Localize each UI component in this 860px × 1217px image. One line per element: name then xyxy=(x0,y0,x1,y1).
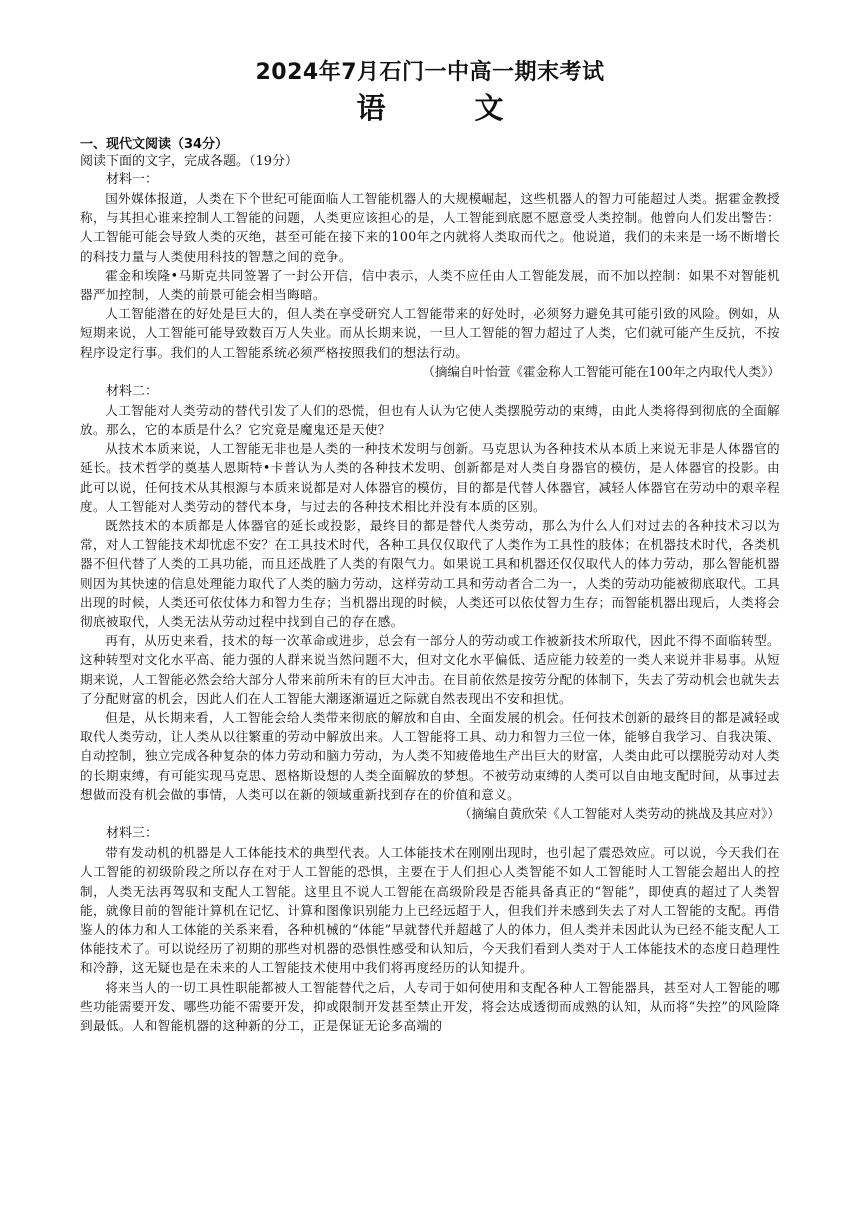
material-1-paragraph: 人工智能潜在的好处是巨大的，但人类在享受研究人工智能带来的好处时，必须努力避免其可能引致的风险。例如，从短期来说，人工智能可能导致数百万人失业。而从长期来说，一旦人工智能的智力超过了人类，它们就可能产生反抗，不按程序设定行事。我们的人工智能系统必须严格按照我们的想法行动。 xyxy=(80,306,780,360)
material-3-label: 材料三： xyxy=(106,826,159,842)
material-3-paragraph: 将来当人的一切工具性职能都被人工智能替代之后，人专司于如何使用和支配各种人工智能器具，甚至对人工智能的哪些功能需要开发、哪些功能不需要开发，抑或限制开发甚至禁止开发，将会达成透彻而成熟的认知，从而将“失控”的风险降到最低。人和智能机器的这种新的分工，正是保证无论多高端的 xyxy=(80,979,780,1033)
material-3-paragraph: 带有发动机的机器是人工体能技术的典型代表。人工体能技术在刚刚出现时，也引起了震恐效应。可以说，今天我们在人工智能的初级阶段之所以存在对于人工智能的恐惧，主要在于人们担心人类智能不如人工智能时人工智能会超出人的控制，人类无法再驾驭和支配人工智能。这里且不说人工智能在高级阶段是否能具备真正的“智能”，即使真的超过了人类智能，就像目前的智能计算机在记忆、计算和图像识别能力上已经远超于人，但我们并未感到失去了对人工智能的支配。再借鉴人的体力和人工体能的关系来看，各种机械的“体能”早就替代并超越了人的体力，但人类并未因此认为已经不能支配人工体能技术了。可以说经历了初期的那些对机器的恐惧性感受和认知后，今天我们看到人类对于人工体能技术的态度日趋理性和冷静，这无疑也是在未来的人工智能技术使用中我们将再度经历的认知提升。 xyxy=(80,845,780,976)
material-2-paragraph: 从技术本质来说，人工智能无非也是人类的一种技术发明与创新。马克思认为各种技术从本质上来说无非是人体器官的延长。技术哲学的奠基人恩斯特•卡普认为人类的各种技术发明、创新都是对人类自身器官的模仿，是人体器官的投影。由此可以说，任何技术从其根源与本质来说都是对人体器官的模仿，目的都是代替人体器官，减轻人体器官在劳动中的艰辛程度。人工智能对人类劳动的替代本身，与过去的各种技术相比并没有本质的区别。 xyxy=(80,441,780,514)
section-heading: 一、现代文阅读（34分） xyxy=(80,137,229,152)
material-2-paragraph: 人工智能对人类劳动的替代引发了人们的恐慌，但也有人认为它使人类摆脱劳动的束缚，由此人类将得到彻底的全面解放。那么，它的本质是什么？它究竟是魔鬼还是天使？ xyxy=(80,402,780,438)
material-2-paragraph: 但是，从长期来看，人工智能会给人类带来彻底的解放和自由、全面发展的机会。任何技术创新的最终目的都是减轻或取代人类劳动，让人类从以往繁重的劳动中解放出来。人工智能将工具、动力和智力三位一体，能够自我学习、自我决策、自动控制，独立完成各种复杂的体力劳动和脑力劳动，为人类不知疲倦地生产出巨大的财富，人类由此可以摆脱劳动对人类的长期束缚，有可能实现马克思、恩格斯设想的人类全面解放的梦想。不被劳动束缚的人类可以自由地支配时间，从事过去想做而没有机会做的事情，人类可以在新的领域重新找到存在的价值和意义。 xyxy=(80,710,780,802)
subject-title: 语 文 xyxy=(356,91,534,125)
material-1-label: 材料一： xyxy=(106,172,159,187)
exam-title: 2024年7月石门一中高一期末考试 xyxy=(255,60,605,85)
material-2-paragraph: 再有，从历史来看，技术的每一次革命或进步，总会有一部分人的劳动或工作被新技术所取代，因此不得不面临转型。这种转型对文化水平高、能力强的人群来说当然问题不大，但对文化水平偏低、适应能力较差的一类人来说并非易事。从短期来说，人工智能必然会给大部分人带来前所未有的巨大冲击。在目前依然是按劳分配的体制下，失去了劳动机会也就失去了分配财富的机会，因此人们在人工智能大潮逐渐逼近之际就自然表现出不安和担忧。 xyxy=(80,633,780,706)
material-1-source: （摘编自叶怡萱《霍金称人工智能可能在100年之内取代人类》） xyxy=(422,363,780,379)
material-1-paragraph: 国外媒体报道，人类在下个世纪可能面临人工智能机器人的大规模崛起，这些机器人的智力可能超过人类。据霍金教授称，与其担心谁来控制人工智能的问题，人类更应该担心的是，人工智能到底愿不愿意受人类控制。他曾向人们发出警告：人工智能可能会导致人类的灭绝，甚至可能在接下来的100年之内就将人类取而代之。他说道，我们的未来是一场不断增长的科技力量与人类使用科技的智慧之间的竞争。 xyxy=(80,191,780,264)
exam-page xyxy=(80,58,780,1035)
material-2-paragraph: 既然技术的本质都是人体器官的延长或投影，最终目的都是替代人类劳动，那么为什么人们对过去的各种技术习以为常，对人工智能技术却忧虑不安？在工具技术时代，各种工具仅仅取代了人类作为工具性的肢体；在机器技术时代，各类机器不但代替了人类的工具功能，而且还战胜了人类的有限气力。如果说工具和机器还仅仅取代人的体力劳动，那么智能机器则因为其快速的信息处理能力取代了人类的脑力劳动，这样劳动工具和劳动者合二为一，人类的劳动功能被彻底取代。工具出现的时候，人类还可依仗体力和智力生存；当机器出现的时候，人类还可以依仗智力生存；而智能机器出现后，人类将会彻底被取代，人类无法从劳动过程中找到自己的存在感。 xyxy=(80,518,780,630)
material-2-label: 材料二： xyxy=(106,383,159,399)
material-1-paragraph: 霍金和埃隆•马斯克共同签署了一封公开信，信中表示，人类不应任由人工智能发展，而不加以控制：如果不对智能机器严加控制，人类的前景可能会相当晦暗。 xyxy=(80,267,780,303)
material-2-source: （摘编自黄欣荣《人工智能对人类劳动的挑战及其应对》） xyxy=(458,806,780,822)
reading-instruction: 阅读下面的文字，完成各题。（19分） xyxy=(80,154,299,169)
